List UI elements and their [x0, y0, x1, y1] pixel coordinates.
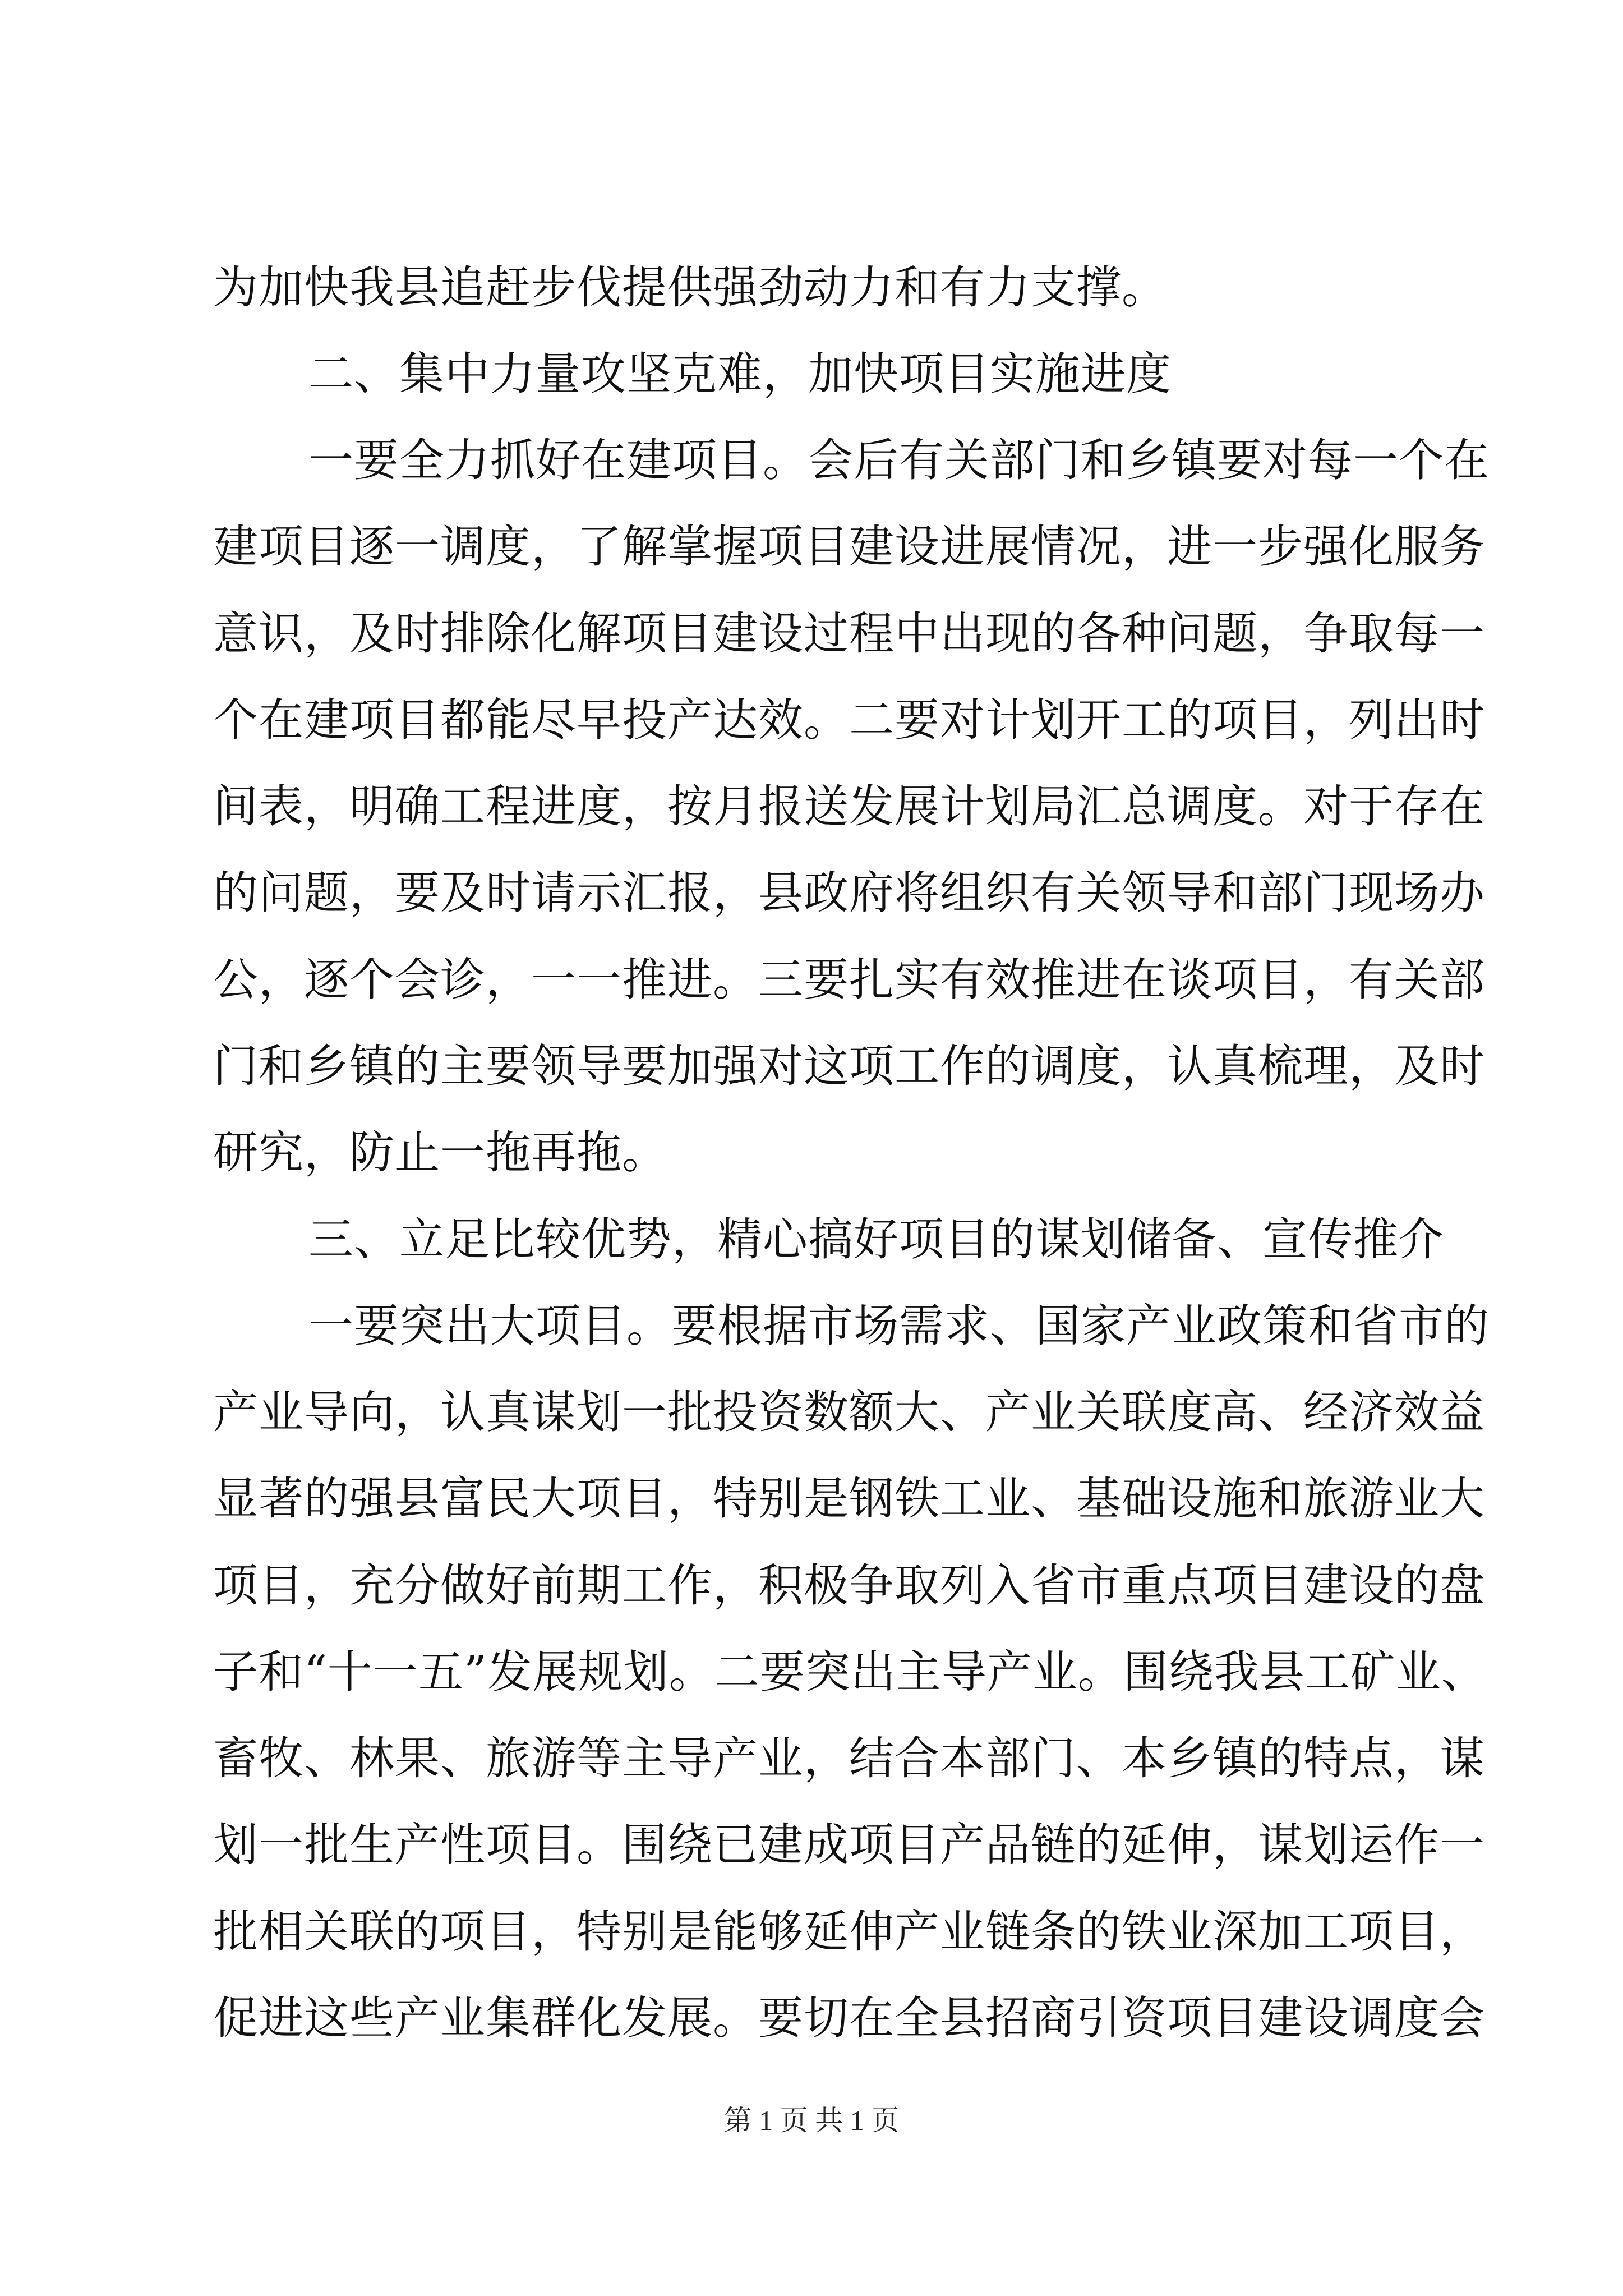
paragraph-line: 项目，充分做好前期工作，积极争取列入省市重点项目建设的盘	[213, 1559, 1485, 1612]
paragraph-line: 建项目逐一调度，了解掌握项目建设进展情况，进一步强化服务	[213, 521, 1485, 573]
paragraph-line: 畜牧、林果、旅游等主导产业，结合本部门、本乡镇的特点，谋	[213, 1732, 1485, 1784]
paragraph-line: 产业导向，认真谋划一批投资数额大、产业关联度高、经济效益	[213, 1386, 1485, 1438]
page-footer	[0, 2101, 1623, 2140]
paragraph-line: 批相关联的项目，特别是能够延伸产业链条的铁业深加工项目，	[213, 1906, 1485, 1958]
paragraph-line: 公，逐个会诊，一一推进。三要扎实有效推进在谈项目，有关部	[213, 954, 1485, 1006]
paragraph-line: 子和“十一五”发展规划。二要突出主导产业。围绕我县工矿业、	[213, 1646, 1487, 1698]
paragraph-line: 显著的强县富民大项目，特别是钢铁工业、基础设施和旅游业大	[213, 1473, 1485, 1525]
section-heading: 三、立足比较优势，精心搞好项目的谋划储备、宣传推介	[308, 1213, 1444, 1266]
page-number: 第 1 页 共 1 页	[723, 2105, 900, 2136]
paragraph-line: 的问题，要及时请示汇报，县政府将组织有关领导和部门现场办	[213, 867, 1485, 919]
paragraph-line: 意识，及时排除化解项目建设过程中出现的各种问题，争取每一	[213, 608, 1485, 660]
paragraph-line: 门和乡镇的主要领导要加强对这项工作的调度，认真梳理，及时	[213, 1040, 1485, 1092]
paragraph-line: 划一批生产性项目。围绕已建成项目产品链的延伸，谋划运作一	[213, 1819, 1485, 1871]
paragraph-line: 一要突出大项目。要根据市场需求、国家产业政策和省市的	[308, 1300, 1490, 1352]
paragraph-line: 一要全力抓好在建项目。会后有关部门和乡镇要对每一个在	[308, 434, 1490, 486]
paragraph-line: 为加快我县追赶步伐提供强劲动力和有力支撑。	[213, 261, 1167, 314]
section-heading: 二、集中力量攻坚克难，加快项目实施进度	[308, 348, 1172, 400]
paragraph-line: 研究，防止一拖再拖。	[213, 1126, 667, 1179]
paragraph-line: 促进这些产业集群化发展。要切在全县招商引资项目建设调度会	[213, 1992, 1485, 2044]
paragraph-line: 个在建项目都能尽早投产达效。二要对计划开工的项目，列出时	[213, 694, 1485, 746]
paragraph-line: 间表，明确工程进度，按月报送发展计划局汇总调度。对于存在	[213, 780, 1485, 832]
